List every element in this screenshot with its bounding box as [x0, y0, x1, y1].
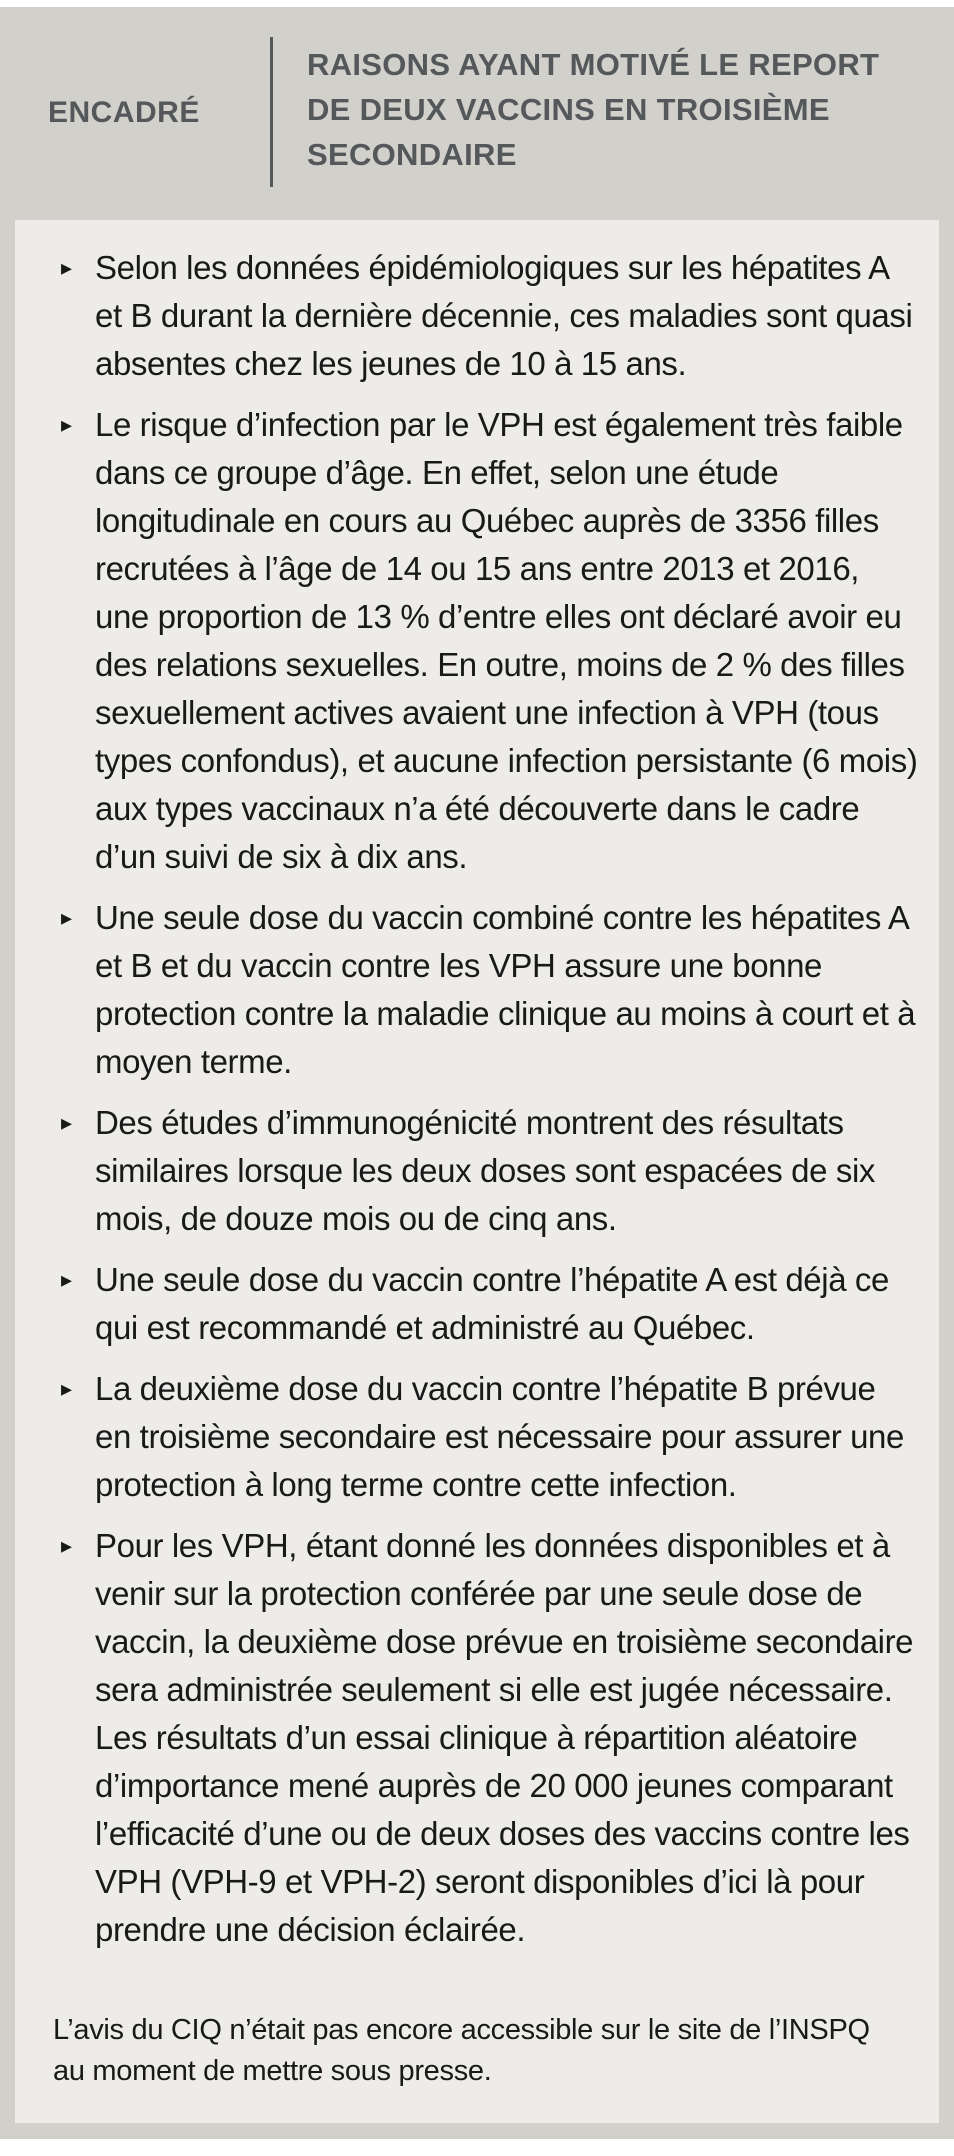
list-item	[61, 1099, 919, 1243]
encadre-box	[15, 220, 939, 2123]
bullet-text: Des études d’immunogénicité montrent des résultats similaires lorsque les deux doses sont espacées de six mois, de douze mois ou de cinq ans.	[95, 1104, 875, 1237]
bullet-triangle-icon: ▸	[61, 1110, 72, 1135]
list-item	[61, 1256, 919, 1352]
title-line-3: SECONDAIRE	[307, 137, 517, 172]
bullet-text: Selon les données épidémiologiques sur les hépatites A et B durant la dernière décennie, ces maladies sont quasi absentes chez les jeunes de 10 à 15 ans.	[95, 249, 913, 382]
title-line-2: DE DEUX VACCINS EN TROISIÈME	[307, 92, 830, 127]
bullet-text: Pour les VPH, étant donné les données disponibles et à venir sur la protection conférée par une seule dose de vaccin, la deuxième dose prévue en troisième secondaire sera administrée seulement si elle est jugée nécessaire. Les résultats d’un essai clinique à répartition aléatoire d’importance mené auprès de 20 000 jeunes comparant l’efficacité d’une ou de deux doses des vaccins contre les VPH (VPH-9 et VPH-2) seront disponibles d’ici là pour prendre une décision éclairée.	[95, 1527, 914, 1948]
bullet-text: Le risque d’infection par le VPH est également très faible dans ce groupe d’âge. En effet, selon une étude longitudinale en cours au Québec auprès de 3356 filles recrutées à l’âge de 14 ou 15 ans entre 2013 et 2016, une proportion de 13 % d’entre elles ont déclaré avoir eu des relations sexuelles. En outre, moins de 2 % des filles sexuellement actives avaient une infection à VPH (tous types confondus), et aucune infection persistante (6 mois) aux types vaccinaux n’a été découverte dans le cadre d’un suivi de six à dix ans.	[95, 406, 918, 875]
list-item	[61, 1365, 919, 1509]
list-item	[61, 894, 919, 1086]
bullet-text: La deuxième dose du vaccin contre l’hépatite B prévue en troisième secondaire est nécessaire pour assurer une protection à long terme contre cette infection.	[95, 1370, 904, 1503]
bullet-text: Une seule dose du vaccin contre l’hépatite A est déjà ce qui est recommandé et administré au Québec.	[95, 1261, 889, 1346]
bullet-triangle-icon: ▸	[61, 905, 72, 930]
bullet-triangle-icon: ▸	[61, 412, 72, 437]
encadre-panel	[0, 7, 954, 2139]
bullet-triangle-icon: ▸	[61, 1267, 72, 1292]
title-line-1: RAISONS AYANT MOTIVÉ LE REPORT	[307, 47, 880, 82]
reasons-list	[15, 244, 939, 1954]
bullet-triangle-icon: ▸	[61, 1376, 72, 1401]
bullet-triangle-icon: ▸	[61, 1533, 72, 1558]
footnote: L’avis du CIQ n’était pas encore accessible sur le site de l’INSPQ au moment de mettre sous presse.	[53, 2014, 870, 2087]
bullet-text: Une seule dose du vaccin combiné contre les hépatites A et B et du vaccin contre les VPH assure une bonne protection contre la maladie clinique au moins à court et à moyen terme.	[95, 899, 916, 1080]
header-divider	[270, 37, 273, 187]
list-item	[61, 401, 919, 881]
list-item	[61, 1522, 919, 1954]
bullet-triangle-icon: ▸	[61, 255, 72, 280]
encadre-title	[307, 42, 937, 177]
encadre-label: ENCADRÉ	[48, 96, 200, 129]
list-item	[61, 244, 919, 388]
